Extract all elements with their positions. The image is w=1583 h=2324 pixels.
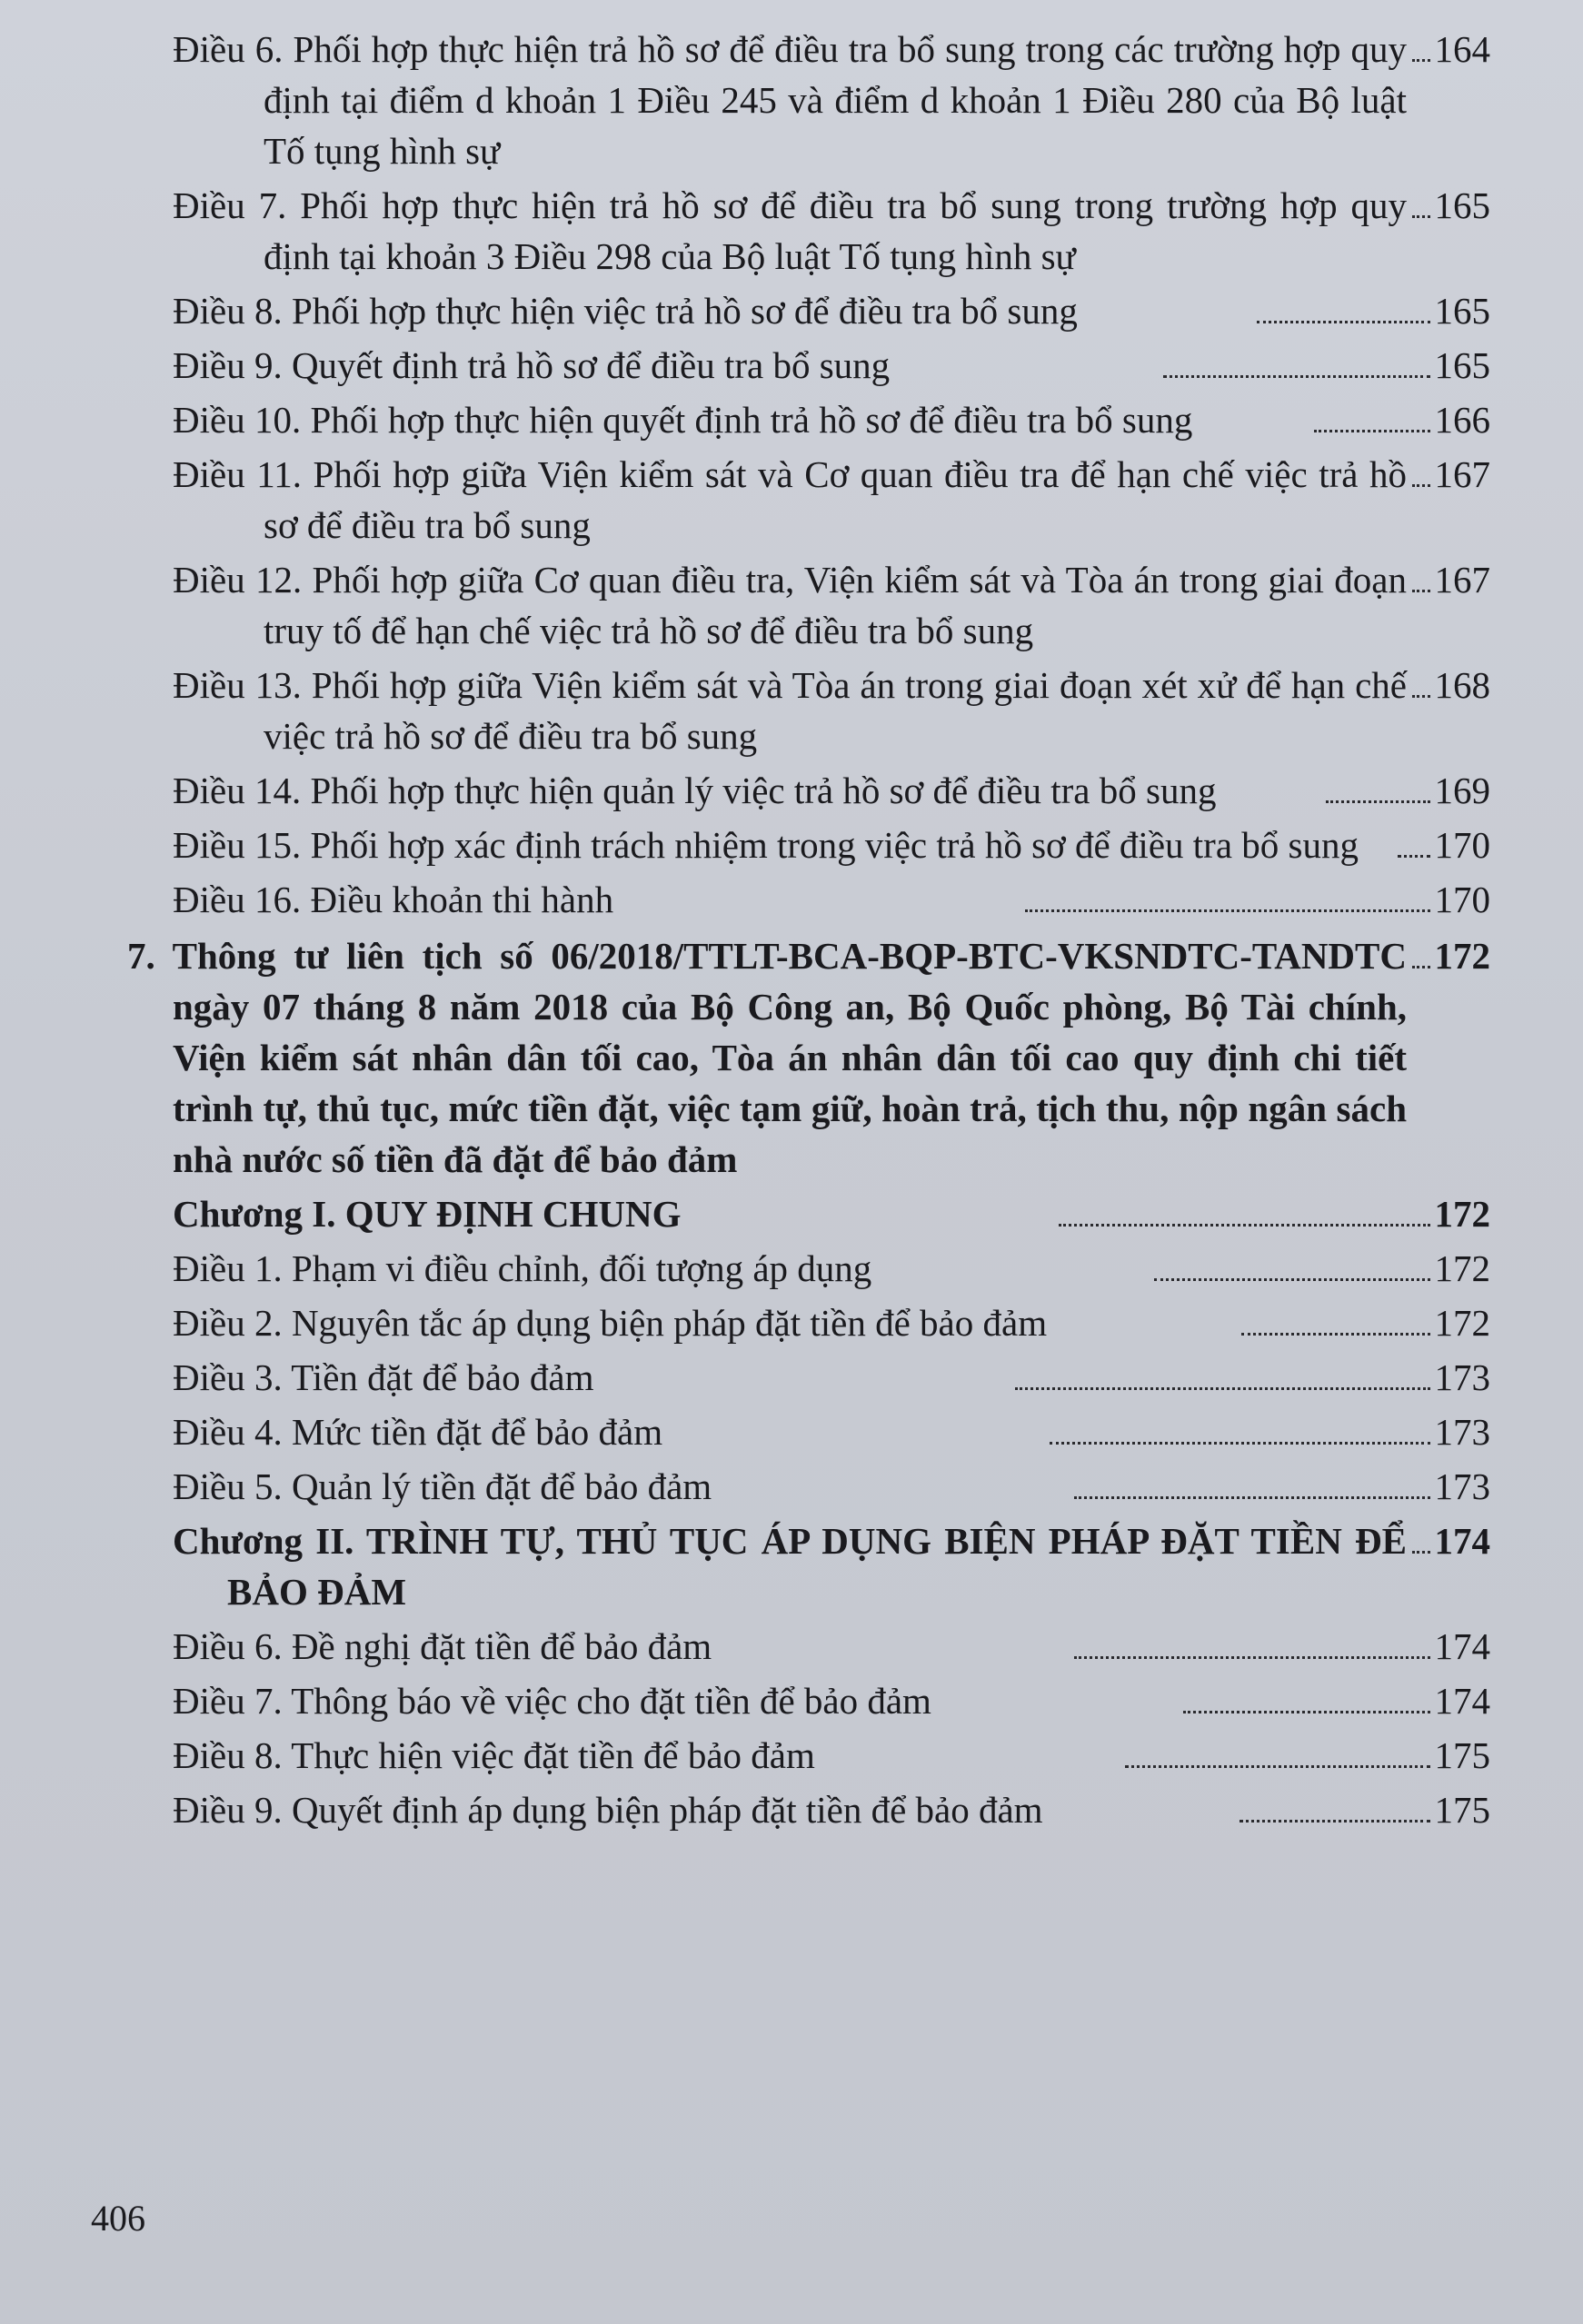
toc-entry-title: Điều 15. Phối hợp xác định trách nhiệm trong việc trả hồ sơ để điều tra bổ sung	[173, 824, 1359, 866]
table-of-contents	[109, 24, 1490, 1839]
toc-entry-article	[109, 340, 1490, 391]
toc-entry-row	[173, 874, 1491, 925]
toc-entry-article	[109, 394, 1490, 445]
toc-entry-page: 170	[1434, 879, 1491, 920]
toc-entry-row	[173, 1406, 1491, 1457]
toc-entry-article	[109, 660, 1490, 761]
toc-entry-row	[173, 660, 1490, 761]
toc-entry-page: 175	[1434, 1734, 1491, 1776]
toc-entry-row	[173, 340, 1490, 391]
dot-leader	[1050, 1442, 1430, 1445]
toc-entry-page: 165	[1434, 290, 1490, 332]
dot-leader	[1183, 1711, 1430, 1713]
toc-entry-article	[109, 24, 1490, 176]
dot-leader	[1412, 1551, 1430, 1554]
toc-entry-page: 165	[1434, 184, 1490, 226]
toc-entry-title: Điều 7. Thông báo về việc cho đặt tiền để bảo đảm	[173, 1680, 931, 1722]
dot-leader	[1257, 321, 1430, 323]
toc-entry-row	[173, 1730, 1491, 1781]
toc-entry-row	[173, 1515, 1490, 1617]
toc-entry-section	[109, 930, 1490, 1185]
toc-entry-title: Điều 6. Đề nghị đặt tiền để bảo đảm	[173, 1625, 712, 1667]
dot-leader	[1314, 430, 1430, 432]
toc-entry-title: Điều 10. Phối hợp thực hiện quyết định trả hồ sơ để điều tra bổ sung	[173, 399, 1193, 441]
toc-entry-article	[109, 1730, 1490, 1781]
toc-entry-page: 173	[1434, 1356, 1491, 1398]
toc-entry-page: 167	[1434, 559, 1490, 601]
dot-leader	[1015, 1387, 1430, 1390]
toc-entry-row	[173, 1243, 1491, 1294]
toc-entry-chapter	[109, 1188, 1490, 1239]
toc-entry-article	[109, 1675, 1490, 1726]
toc-entry-row	[173, 1621, 1491, 1672]
dot-leader	[1398, 855, 1431, 858]
toc-entry-page: 172	[1434, 1247, 1491, 1289]
toc-entry-page: 172	[1434, 1193, 1490, 1235]
dot-leader	[1412, 590, 1430, 592]
dot-leader	[1241, 1333, 1430, 1336]
toc-entry-article	[109, 285, 1490, 336]
toc-entry-page: 174	[1434, 1625, 1491, 1667]
toc-entry-title: Điều 8. Thực hiện việc đặt tiền để bảo đảm	[173, 1734, 815, 1776]
toc-entry-title: Điều 9. Quyết định áp dụng biện pháp đặt tiền để bảo đảm	[173, 1789, 1043, 1831]
toc-entry-title: Điều 4. Mức tiền đặt để bảo đảm	[173, 1411, 663, 1453]
toc-entry-row	[173, 24, 1490, 176]
toc-entry-title: Điều 16. Điều khoản thi hành	[173, 879, 614, 920]
toc-entry-article	[109, 1352, 1490, 1403]
toc-entry-title: Điều 2. Nguyên tắc áp dụng biện pháp đặt tiền để bảo đảm	[173, 1302, 1048, 1344]
dot-leader	[1412, 484, 1430, 487]
toc-entry-title: Điều 5. Quản lý tiền đặt để bảo đảm	[173, 1465, 712, 1507]
toc-entry-article	[109, 1621, 1490, 1672]
dot-leader	[1163, 375, 1430, 378]
toc-entry-article	[109, 874, 1490, 925]
toc-entry-row	[173, 285, 1490, 336]
dot-leader	[1125, 1765, 1430, 1768]
toc-entry-article	[109, 1784, 1490, 1835]
toc-entry-row	[173, 765, 1490, 816]
toc-entry-title: 7. Thông tư liên tịch số 06/2018/TTLT-BCA-BQP-BTC-VKSNDTC-TANDTC ngày 07 tháng 8 năm 2018 của Bộ Công an, Bộ Quốc phòng, Bộ Tài chính, Viện kiểm sát nhân dân tối cao, Tòa án nhân dân tối cao quy định chi tiết trình tự, thủ tục, mức tiền đặt, việc tạm giữ, hoàn trả, tịch thu, nộp ngân sách nhà nước số tiền đã đặt để bảo đảm	[127, 935, 1407, 1180]
toc-entry-page: 173	[1434, 1411, 1491, 1453]
toc-entry-page: 170	[1434, 824, 1491, 866]
toc-entry-title: Điều 13. Phối hợp giữa Viện kiểm sát và Tòa án trong giai đoạn xét xử để hạn chế việc trả hồ sơ để điều tra bổ sung	[173, 664, 1407, 757]
toc-entry-article	[109, 180, 1490, 282]
toc-entry-row	[127, 930, 1490, 1185]
dot-leader	[1326, 800, 1430, 803]
toc-entry-row	[173, 180, 1490, 282]
toc-entry-title: Chương II. TRÌNH TỰ, THỦ TỤC ÁP DỤNG BIỆN PHÁP ĐẶT TIỀN ĐỂ BẢO ĐẢM	[173, 1520, 1407, 1613]
dot-leader	[1412, 215, 1430, 218]
toc-entry-row	[173, 1461, 1491, 1512]
toc-entry-page: 175	[1434, 1789, 1491, 1831]
toc-entry-page: 167	[1434, 453, 1490, 495]
toc-entry-title: Điều 12. Phối hợp giữa Cơ quan điều tra, Viện kiểm sát và Tòa án trong giai đoạn truy tố để hạn chế việc trả hồ sơ để điều tra bổ sung	[173, 559, 1407, 651]
toc-entry-article	[109, 765, 1490, 816]
toc-entry-row	[173, 394, 1491, 445]
toc-entry-page: 174	[1434, 1680, 1490, 1722]
toc-entry-article	[109, 554, 1490, 656]
toc-entry-row	[173, 1784, 1491, 1835]
dot-leader	[1025, 909, 1430, 912]
dot-leader	[1059, 1224, 1430, 1227]
toc-entry-row	[173, 1352, 1491, 1403]
toc-entry-article	[109, 1406, 1490, 1457]
toc-entry-title: Điều 8. Phối hợp thực hiện việc trả hồ sơ để điều tra bổ sung	[173, 290, 1078, 332]
toc-entry-title: Điều 11. Phối hợp giữa Viện kiểm sát và Cơ quan điều tra để hạn chế việc trả hồ sơ để điều tra bổ sung	[173, 453, 1407, 546]
toc-entry-page: 172	[1434, 935, 1490, 977]
toc-entry-title: Điều 1. Phạm vi điều chỉnh, đối tượng áp dụng	[173, 1247, 872, 1289]
dot-leader	[1074, 1656, 1430, 1659]
toc-entry-article	[109, 1461, 1490, 1512]
toc-entry-title: Điều 3. Tiền đặt để bảo đảm	[173, 1356, 594, 1398]
toc-entry-title: Điều 14. Phối hợp thực hiện quản lý việc trả hồ sơ để điều tra bổ sung	[173, 770, 1217, 811]
page-number: 406	[91, 2198, 145, 2239]
toc-entry-page: 166	[1434, 399, 1491, 441]
toc-entry-article	[109, 819, 1490, 870]
toc-entry-row	[173, 1297, 1490, 1348]
toc-entry-page: 173	[1434, 1465, 1491, 1507]
dot-leader	[1412, 59, 1430, 62]
toc-entry-row	[173, 1188, 1490, 1239]
toc-entry-page: 174	[1434, 1520, 1490, 1562]
toc-entry-chapter	[109, 1515, 1490, 1617]
dot-leader	[1074, 1496, 1430, 1499]
toc-entry-row	[173, 1675, 1490, 1726]
toc-entry-title: Điều 6. Phối hợp thực hiện trả hồ sơ để điều tra bổ sung trong các trường hợp quy định tại điểm d khoản 1 Điều 245 và điểm d khoản 1 Điều 280 của Bộ luật Tố tụng hình sự	[173, 28, 1407, 172]
toc-entry-title: Chương I. QUY ĐỊNH CHUNG	[173, 1193, 682, 1235]
dot-leader	[1154, 1278, 1430, 1281]
toc-entry-title: Điều 9. Quyết định trả hồ sơ để điều tra bổ sung	[173, 344, 891, 386]
toc-entry-row	[173, 449, 1490, 551]
toc-entry-page: 172	[1434, 1302, 1490, 1344]
dot-leader	[1412, 695, 1430, 698]
toc-entry-row	[173, 554, 1490, 656]
toc-entry-article	[109, 1243, 1490, 1294]
toc-entry-article	[109, 449, 1490, 551]
toc-entry-page: 169	[1434, 770, 1490, 811]
dot-leader	[1240, 1820, 1430, 1822]
toc-entry-page: 168	[1434, 664, 1490, 706]
toc-entry-row	[173, 819, 1491, 870]
toc-entry-page: 165	[1434, 344, 1490, 386]
dot-leader	[1412, 966, 1430, 968]
toc-entry-page: 164	[1434, 28, 1490, 70]
toc-entry-title: Điều 7. Phối hợp thực hiện trả hồ sơ để điều tra bổ sung trong trường hợp quy định tại khoản 3 Điều 298 của Bộ luật Tố tụng hình sự	[173, 184, 1407, 277]
toc-entry-article	[109, 1297, 1490, 1348]
